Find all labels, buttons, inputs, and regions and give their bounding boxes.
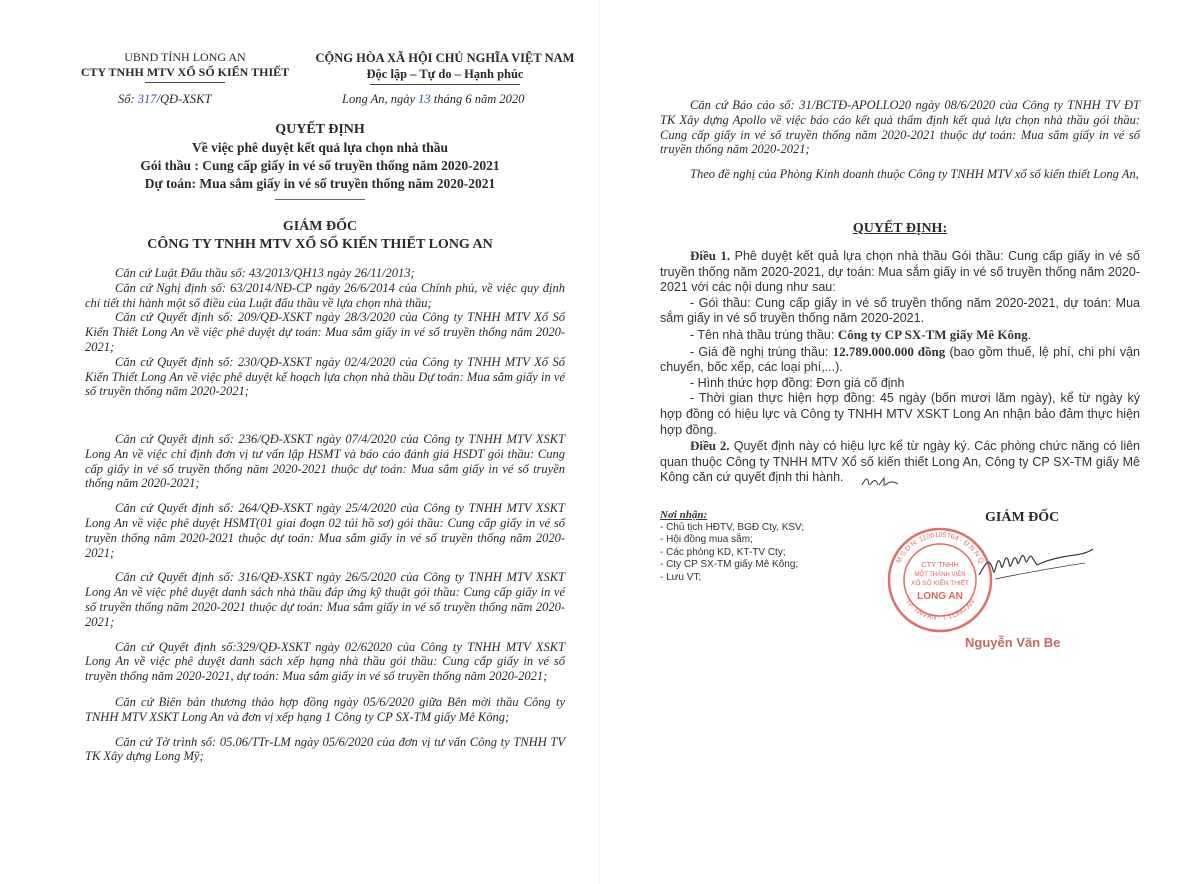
article-1-item-duration: - Thời gian thực hiện hợp đồng: 45 ngày (bốn mươi lăm ngày), kể từ ngày ký hợp đồng có hiệu lực và Công ty TNHH MTV XSKT Long An nhận bảo đảm thực hiện hợp đồng. bbox=[660, 391, 1140, 437]
seal-ring-text: M.S.D.N: 1100105764 - Đ.N.N.Q bbox=[895, 531, 985, 565]
seal-line: XỔ SỐ KIẾN THIẾT bbox=[910, 580, 970, 587]
recipient-item: - Chủ tịch HĐTV, BGĐ Cty, KSV; bbox=[660, 521, 805, 533]
legal-bases-group-3 bbox=[85, 695, 565, 764]
document-number bbox=[118, 92, 211, 107]
basis-item: Căn cứ Quyết định số:329/QĐ-XSKT ngày 02/62020 của Công ty TNHH MTV XSKT Long An về việc phê duyệt danh sách xếp hạng nhà thầu gói thầu: Cung cấp giấy in vé số truyền thống năm 2020-2021, dự toán: Mua sắm giấy in vé số truyền thống năm 2020-2021; bbox=[85, 639, 565, 684]
seal-line: MỘT THÀNH VIÊN bbox=[914, 572, 966, 578]
issuing-authority bbox=[60, 218, 580, 254]
basis-item: Căn cứ Nghị định số: 63/2014/NĐ-CP ngày 26/6/2014 của Chính phủ, về việc quy định chi tiết thi hành một số điều của Luật đấu thầu về lựa chọn nhà thầu; bbox=[85, 280, 565, 310]
recipients-title: Nơi nhận: bbox=[660, 509, 708, 521]
decision-heading: QUYẾT ĐỊNH: bbox=[852, 221, 948, 236]
place-prefix: Long An, ngày bbox=[342, 92, 416, 106]
article-1-text: Phê duyệt kết quả lựa chọn nhà thầu Gói thầu: Cung cấp giấy in vé số truyền thống năm 2020-2021, dự toán: Mua sắm giấy in vé số truyền thống năm 2020-2021 với các nội dung như sau: bbox=[660, 249, 1140, 295]
signer-name: Nguyễn Văn Be bbox=[965, 635, 1061, 650]
doc-no-prefix: Số: bbox=[118, 92, 135, 106]
article-2-label: Điều 2. bbox=[690, 438, 730, 454]
recipients-block bbox=[660, 509, 804, 585]
org-header bbox=[60, 50, 310, 83]
seal-bottom-text: TP. TÂN AN - T. LONG AN bbox=[903, 598, 977, 622]
title-subject: Về việc phê duyệt kết quả lựa chọn nhà thầu bbox=[191, 140, 448, 155]
nation-underline bbox=[370, 84, 520, 85]
recipient-item: - Các phòng KD, KT-TV Cty; bbox=[660, 546, 786, 558]
initial-signature bbox=[860, 475, 900, 489]
basis-item: Căn cứ Báo cáo số: 31/BCTĐ-APOLLO20 ngày 08/6/2020 của Công ty TNHH TV ĐT TK Xây dựng Apollo về việc báo cáo kết quả thẩm định kết quả lựa chọn nhà thầu gói thầu: Cung cấp giấy in vé số truyền thống năm 2020-2021 thuộc dự toán: Mua sắm giấy in vé số truyền thống năm 2020-2021; bbox=[660, 98, 1140, 157]
basis-item: Căn cứ Quyết định số: 236/QĐ-XSKT ngày 07/4/2020 của Công ty TNHH MTV XSKT Long An về việc chỉ định đơn vị tư vấn lập HSMT và báo cáo đánh giá HSDT gói thầu: Cung cấp giấy in vé số truyền thống năm 2020-2021 thuộc dự toán: Mua sắm giấy in vé số truyền thống năm 2020-2021; bbox=[85, 432, 565, 491]
signer-title: GIÁM ĐỐC bbox=[985, 510, 1060, 525]
article-1-item-contract-form: - Hình thức hợp đồng: Đơn giá cố định bbox=[690, 375, 905, 390]
org-line-1: UBND TỈNH LONG AN bbox=[124, 50, 246, 64]
article-2 bbox=[660, 438, 1140, 486]
national-header bbox=[300, 50, 590, 85]
document-title bbox=[60, 121, 580, 193]
basis-item: Căn cứ Biên bản thương thảo hợp đồng ngày 05/6/2020 giữa Bên mời thầu Công ty TNHH MTV XSKT Long An và đơn vị xếp hạng 1 Công ty CP SX-TM giấy Mê Kông; bbox=[85, 695, 565, 724]
handwritten-signature bbox=[975, 535, 1095, 605]
place-day: 13 bbox=[418, 92, 431, 106]
title-rule bbox=[275, 199, 365, 200]
recipient-item: - Hội đồng mua sắm; bbox=[660, 534, 753, 546]
legal-bases-group-2 bbox=[85, 432, 565, 684]
authority-title: GIÁM ĐỐC bbox=[282, 219, 358, 234]
basis-item: Theo đề nghị của Phòng Kinh doanh thuộc Công ty TNHH MTV xổ số kiến thiết Long An, bbox=[690, 167, 1139, 182]
article-1-label: Điều 1. bbox=[690, 248, 731, 263]
seal-line: CTY TNHH bbox=[921, 560, 959, 569]
price-label: - Giá đề nghị trúng thầu: bbox=[690, 344, 829, 359]
org-line-2: CTY TNHH MTV XỔ SỐ KIẾN THIẾT bbox=[80, 65, 290, 79]
winner-label: - Tên nhà thầu trúng thầu: bbox=[690, 327, 835, 342]
article-1-item-package: - Gói thầu: Cung cấp giấy in vé số truyền thống năm 2020-2021, dự toán: Mua sắm giấy in vé số truyền thống năm 2020-2021. bbox=[660, 295, 1140, 326]
title-main: QUYẾT ĐỊNH bbox=[275, 122, 365, 137]
basis-item: Căn cứ Quyết định số: 316/QĐ-XSKT ngày 26/5/2020 của Công ty TNHH MTV XSKT Long An về việc phê duyệt danh sách nhà thầu đáp ứng kỹ thuật gói thầu: Cung cấp giấy in vé số truyền thống năm 2020-2021 thuộc dự toán: Mua sắm giấy in vé số truyền thống năm 2020-2021; bbox=[85, 570, 565, 629]
price-value: 12.789.000.000 đồng bbox=[832, 343, 946, 359]
basis-item: Căn cứ Tờ trình số: 05.06/TTr-LM ngày 05/6/2020 của đơn vị tư vấn Công ty TNHH TV TK Xây dựng Long Mỹ; bbox=[85, 734, 565, 764]
recipient-item: - Lưu VT; bbox=[660, 571, 702, 583]
basis-item: Căn cứ Quyết định số: 209/QĐ-XSKT ngày 28/3/2020 của Công ty TNHH MTV Xổ Số Kiến Thiết Long An về việc phê duyệt dự toán: Mua sắm giấy in vé số truyền thống năm 2020-2021; bbox=[85, 310, 565, 354]
legal-bases-group-1 bbox=[85, 266, 565, 399]
recipient-item: - Cty CP SX-TM giấy Mê Kông; bbox=[660, 559, 799, 571]
article-1 bbox=[660, 248, 1140, 296]
title-package: Gói thầu : Cung cấp giấy in vé số truyền thống năm 2020-2021 bbox=[140, 158, 500, 173]
nation-line-2: Độc lập – Tự do – Hạnh phúc bbox=[366, 67, 524, 81]
org-underline bbox=[145, 82, 225, 83]
nation-line-1: CỘNG HÒA XÃ HỘI CHỦ NGHĨA VIỆT NAM bbox=[315, 51, 575, 65]
place-suffix: tháng 6 năm 2020 bbox=[433, 92, 525, 106]
decision-body bbox=[660, 248, 1140, 486]
basis-item: Căn cứ Quyết định số: 264/QĐ-XSKT ngày 25/4/2020 của Công ty TNHH MTV XSKT Long An về việc phê duyệt HSMT(01 giai đoạn 02 túi hồ sơ) gói thầu: Cung cấp giấy in vé số truyền thống năm 2020-2021 thuộc dự toán: Mua sắm giấy in vé số truyền thống năm 2020-2021; bbox=[85, 501, 565, 560]
place-date bbox=[342, 92, 524, 107]
article-2-text: Quyết định này có hiệu lực kể từ ngày ký. Các phòng chức năng có liên quan thuộc Công ty TNHH MTV Xổ số kiến thiết Long An, Công ty CP SX-TM giấy Mê Kông căn cứ quyết định thi hành. bbox=[660, 439, 1141, 485]
authority-org: CÔNG TY TNHH MTV XỔ SỐ KIẾN THIẾT LONG AN bbox=[147, 237, 493, 252]
article-1-item-price bbox=[660, 344, 1140, 376]
article-1-item-winner: - Tên nhà thầu trúng thầu: Công ty CP SX-TM giấy Mê Kông. bbox=[690, 326, 1032, 342]
title-estimate: Dự toán: Mua sắm giấy in vé số truyền thống năm 2020-2021 bbox=[144, 176, 496, 191]
basis-item: Căn cứ Luật Đấu thầu số: 43/2013/QH13 ngày 26/11/2013; bbox=[115, 266, 415, 280]
price-note: (bao gồm thuế, lệ phí, chi phí vận chuyển, bốc xếp, các loại phí,...). bbox=[660, 344, 1140, 375]
doc-no-handwritten: 317 bbox=[137, 92, 157, 106]
winner-value: Công ty CP SX-TM giấy Mê Kông bbox=[837, 326, 1028, 342]
seal-line: LONG AN bbox=[917, 591, 963, 602]
legal-bases-group-4 bbox=[660, 98, 1140, 182]
doc-no-suffix: /QĐ-XSKT bbox=[156, 92, 212, 106]
basis-item: Căn cứ Quyết định số: 230/QĐ-XSKT ngày 02/4/2020 của Công ty TNHH MTV Xổ Số Kiến Thiết Long An về việc phê duyệt kế hoạch lựa chọn nhà thầu Dự toán: Mua sắm giấy in vé số truyền thống năm 2020-2021; bbox=[85, 354, 565, 399]
